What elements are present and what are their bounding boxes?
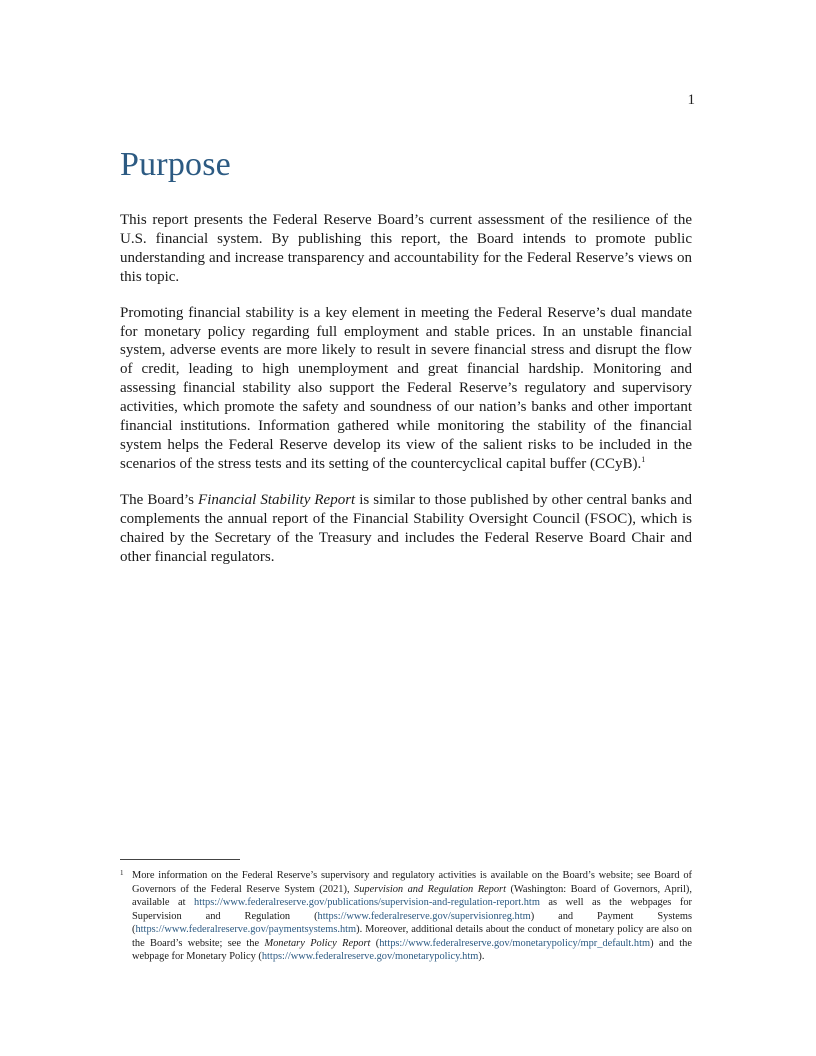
footnote-segment: as well as the webpages for Supervision and Regulation ( [132,897,692,922]
footnote-marker: 1 [120,869,124,877]
report-title-italic: Financial Stability Report [198,491,356,508]
page-title: Purpose [120,146,231,183]
footnote-link-mpr[interactable]: https://www.federalreserve.gov/monetarypolicy/mpr_default.htm [379,937,651,949]
footnote-link-paymentsystems[interactable]: https://www.federalreserve.gov/paymentsystems.htm [135,924,357,935]
paragraph-financial-stability-text: Promoting financial stability is a key element in meeting the Federal Reserve’s dual mandate for monetary policy regarding full employment and stable prices. In an unstable financial system, adverse events are more likely to result in severe financial stress and disrupt the flow of credit, leading to high unemployment and great financial hardship. Monitoring and assessing financial stability also support the Federal Reserve’s regulatory and supervisory activities, which promote the safety and soundness of our nation’s banks and other important financial institutions. Information gathered while monitoring the stability of the financial system helps the Federal Reserve develop its view of the salient risks to be included in the scenarios of the stress tests and its setting of the countercyclical capital buffer (CCyB). [120,304,692,472]
p3-prefix: The Board’s [120,491,199,508]
footnote-reference[interactable]: 1 [641,454,646,464]
footnote-divider [120,859,240,860]
footnote-segment: (Washington: Board of Governors, April), available at [132,883,692,908]
footnote-text [132,869,692,964]
paragraph-intro-text: This report presents the Federal Reserve Board’s current assessment of the resilience of the U.S. financial system. By publishing this report, the Board intends to promote public understanding and increase transparency and accountability for the Federal Reserve’s views on this topic. [120,212,692,285]
footnote-segment: ). [478,951,485,962]
paragraph-report-comparison [120,491,692,567]
footnote-link-supervision-report[interactable]: https://www.federalreserve.gov/publications/supervision-and-regulation-report.htm [194,897,540,908]
footnote-link-supervisionreg[interactable]: https://www.federalreserve.gov/supervisionreg.htm [317,910,531,922]
footnote-link-monetarypolicy[interactable]: https://www.federalreserve.gov/monetarypolicy.htm [261,951,479,962]
footnote-segment: ( [370,937,380,949]
footnote [120,869,692,964]
footnote-segment: More information on the Federal Reserve’s supervisory and regulatory activities is available on the Board’s website; see Board of Governors of the Federal Reserve System (2021), [132,870,692,895]
footnote-segment: ) and the webpage for Monetary Policy ( [132,937,692,962]
footnote-segment: ). Moreover, additional details about the conduct of monetary policy are also on the Board’s website; see the [132,924,692,949]
footnote-italic-title: Supervision and Regulation Report [354,883,506,895]
page-number: 1 [687,92,695,108]
p3-suffix: is similar to those published by other central banks and complements the annual report of the Financial Stability Oversight Council (FSOC), which is chaired by the Secretary of the Treasury and includes the Federal Reserve Board Chair and other financial regulators. [120,491,692,565]
paragraph-intro [120,211,692,287]
body-text [120,211,692,583]
footnote-italic-title: Monetary Policy Report [264,937,371,949]
paragraph-financial-stability [120,304,692,474]
footnote-segment: ) and Payment Systems ( [132,910,693,935]
